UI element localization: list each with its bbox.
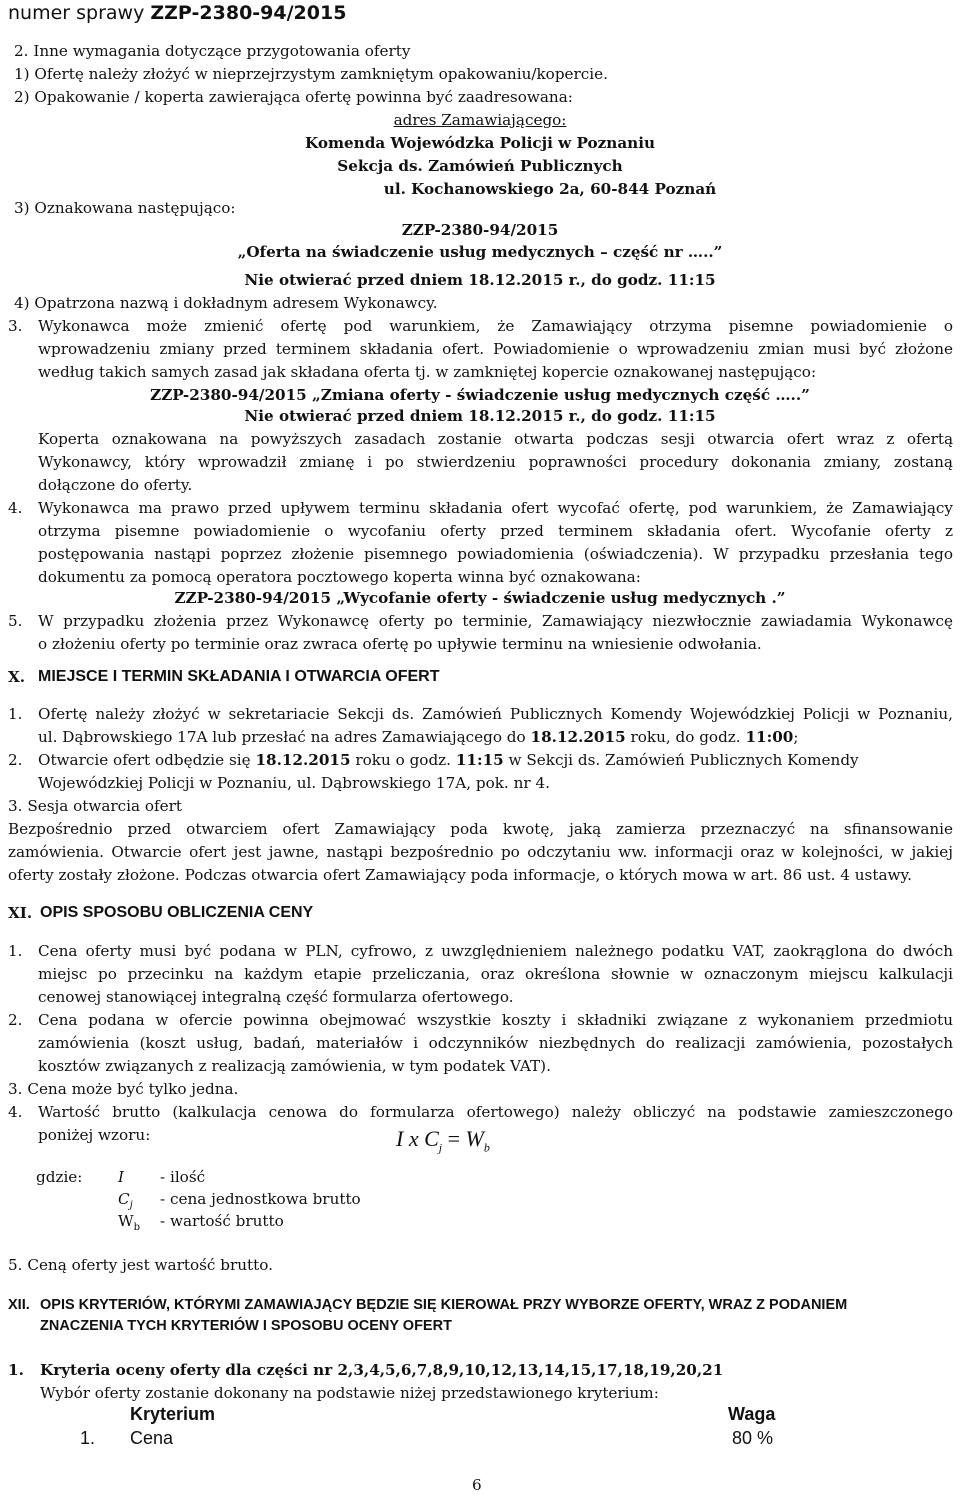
page-number: 6 [472, 1476, 482, 1494]
marking-title: ZZP-2380-94/2015 „Zmiana oferty - świadczenie usług medycznych część …..” [150, 386, 810, 404]
list-item: 3. Sesja otwarcia ofert [8, 797, 183, 815]
marking-deadline: Nie otwierać przed dniem 18.12.2015 r., do godz. 11:15 [244, 407, 716, 425]
paragraph-number: 3. [8, 317, 23, 335]
list-item: 4) Opatrzona nazwą i dokładnym adresem Wykonawcy. [14, 294, 438, 312]
paragraph-line: ul. Dąbrowskiego 17A lub przesłać na adres Zamawiającego do 18.12.2015 roku, do godz. 11:00; [38, 728, 799, 746]
paragraph-line: Wartość brutto (kalkulacja cenowa do formularza ofertowego) należy obliczyć na podstawie zamieszczonego [38, 1103, 953, 1121]
criteria-title: Kryteria oceny oferty dla części nr 2,3,4,5,6,7,8,9,10,12,13,14,15,17,18,19,20,21 [40, 1361, 724, 1379]
paragraph-line: wprowadzeniu zmiany przed terminem składania ofert. Powiadomienie o wprowadzeniu zmian musi być złożone [38, 340, 953, 358]
legend-label: gdzie: [36, 1168, 83, 1186]
section-heading: OPIS SPOSOBU OBLICZENIA CENY [40, 904, 314, 921]
section-heading: MIEJSCE I TERMIN SKŁADANIA I OTWARCIA OFERT [38, 668, 440, 685]
paragraph-line: według takich samych zasad jak składana oferta tj. w zamkniętej kopercie oznakowanej następująco: [38, 363, 817, 381]
paragraph-line: oferty zostały złożone. Podczas otwarcia ofert Zamawiający poda informacje, o których mowa w art. 86 ust. 4 ustawy. [8, 866, 912, 884]
list-item: 2) Opakowanie / koperta zawierająca ofertę powinna być zaadresowana: [14, 88, 573, 106]
marking-deadline: Nie otwierać przed dniem 18.12.2015 r., do godz. 11:15 [244, 271, 716, 289]
paragraph-line: o złożeniu oferty po terminie oraz zwraca ofertę po upływie terminu na wniesienie odwołania. [38, 635, 762, 653]
address-line: Sekcja ds. Zamówień Publicznych [337, 157, 623, 175]
list-item: 1) Ofertę należy złożyć w nieprzejrzystym zamkniętym opakowaniu/kopercie. [14, 65, 608, 83]
list-item: 5. Ceną oferty jest wartość brutto. [8, 1256, 273, 1274]
paragraph-line: zamówienia (koszt usług, badań, materiałów i odczynników niezbędnych do realizacji zamówienia, pozostałych [38, 1034, 953, 1052]
address-line: Komenda Wojewódzka Policji w Poznaniu [304, 134, 656, 152]
legend-desc: - ilość [160, 1168, 206, 1186]
table-row-weight: 80 % [732, 1428, 774, 1448]
paragraph-line: dokumentu za pomocą operatora pocztowego koperta winna być oznakowana: [38, 568, 641, 586]
table-row-number: 1. [80, 1428, 96, 1448]
paragraph-line: miejsc po przecinku na każdym etapie przeliczania, oraz określona słownie w oznaczonym miejscu kalkulacji [38, 965, 953, 983]
paragraph-number: 1. [8, 705, 23, 723]
legend-symbol: $C_j$ [118, 1190, 133, 1212]
paragraph-line: otrzyma pisemne powiadomienie o wycofaniu oferty przed terminem składania ofert. Wycofanie oferty z [38, 522, 953, 540]
paragraph-line: postępowania nastąpi poprzez złożenie pisemnego powiadomienia (oświadczenia). W przypadku przesłania tego [38, 545, 953, 563]
paragraph-line: Ofertę należy złożyć w sekretariacie Sekcji ds. Zamówień Publicznych Komendy Wojewódzkiej Policji w Poznaniu, [38, 705, 953, 723]
marking-title: ZZP-2380-94/2015 „Wycofanie oferty - świadczenie usług medycznych .” [174, 589, 786, 607]
paragraph-line: zamówienia. Otwarcie ofert jest jawne, nastąpi bezpośrednio po odczytaniu ww. informacji oraz w kolejności, w jakiej [8, 843, 953, 861]
address-line: ul. Kochanowskiego 2a, 60-844 Poznań [383, 180, 717, 198]
marking-title: „Oferta na świadczenie usług medycznych – część nr …..” [237, 243, 723, 261]
section-number: XI. [8, 904, 33, 922]
section-heading: OPIS KRYTERIÓW, KTÓRYMI ZAMAWIAJĄCY BĘDZIE SIĘ KIEROWAŁ PRZY WYBORZE OFERTY, WRAZ Z PODANIEM [40, 1297, 848, 1313]
paragraph-line: kosztów związanych z realizacją zamówienia, w tym podatek VAT). [38, 1057, 551, 1075]
section-heading: ZNACZENIA TYCH KRYTERIÓW I SPOSOBU OCENY OFERT [40, 1318, 452, 1334]
legend-desc: - wartość brutto [160, 1212, 284, 1230]
paragraph-number: 1. [8, 942, 23, 960]
paragraph-line: Wykonawcy, który wprowadził zmianę i po stwierdzeniu poprawności procedury dokonania zmiany, zostaną [38, 453, 953, 471]
paragraph-line: Koperta oznakowana na powyższych zasadach zostanie otwarta podczas sesji otwarcia ofert wraz z ofertą [38, 430, 953, 448]
paragraph-line: Cena oferty musi być podana w PLN, cyfrowo, z uwzględnieniem należnego podatku VAT, zaokrąglona do dwóch [38, 942, 953, 960]
table-header-weight: Waga [728, 1404, 776, 1424]
paragraph-line: W przypadku złożenia przez Wykonawcę oferty po terminie, Zamawiający niezwłocznie zawiadamia Wykonawcę [38, 612, 953, 630]
paragraph-line: Wykonawca ma prawo przed upływem terminu składania ofert wycofać ofertę, pod warunkiem, że Zamawiający [38, 499, 953, 517]
paragraph-line: Wykonawca może zmienić ofertę pod warunkiem, że Zamawiający otrzyma pisemne powiadomienie o [38, 317, 953, 335]
paragraph-number: 1. [8, 1361, 24, 1379]
case-number-header: numer sprawy ZZP-2380-94/2015 [8, 2, 347, 24]
list-item: 3) Oznakowana następująco: [14, 199, 236, 217]
paragraph-number: 2. [8, 751, 23, 769]
paragraph-line: Cena podana w ofercie powinna obejmować wszystkie koszty i składniki związane z wykonaniem przedmiotu [38, 1011, 953, 1029]
paragraph-line: cenowej stanowiącej integralną część formularza ofertowego. [38, 988, 514, 1006]
legend-desc: - cena jednostkowa brutto [160, 1190, 361, 1208]
paragraph-line: Wojewódzkiej Policji w Poznaniu, ul. Dąbrowskiego 17A, pok. nr 4. [38, 774, 550, 792]
paragraph-number: 4. [8, 499, 23, 517]
paragraph-number: 5. [8, 612, 23, 630]
list-item: 2. Inne wymagania dotyczące przygotowania oferty [14, 42, 411, 60]
marking-code: ZZP-2380-94/2015 [401, 221, 559, 239]
list-item: 3. Cena może być tylko jedna. [8, 1080, 239, 1098]
section-number: X. [8, 668, 26, 686]
price-formula: I x $C_j = W_b$ [396, 1126, 490, 1155]
table-header-criterion: Kryterium [130, 1404, 216, 1424]
paragraph-line: poniżej wzoru: [38, 1126, 151, 1144]
paragraph-number: 4. [8, 1103, 23, 1121]
table-row-criterion: Cena [130, 1428, 174, 1448]
paragraph-line: Bezpośrednio przed otwarciem ofert Zamawiający poda kwotę, jaką zamierza przeznaczyć na sfinansowanie [8, 820, 953, 838]
paragraph-line: dołączone do oferty. [38, 476, 193, 494]
legend-symbol: I [118, 1168, 124, 1186]
paragraph-line: Otwarcie ofert odbędzie się 18.12.2015 roku o godz. 11:15 w Sekcji ds. Zamówień Publicznych Komendy [38, 751, 859, 769]
paragraph-number: 2. [8, 1011, 23, 1029]
section-number: XII. [8, 1297, 30, 1313]
legend-symbol: $W_b$ [118, 1212, 141, 1234]
address-label: adres Zamawiającego: [393, 111, 567, 129]
paragraph-line: Wybór oferty zostanie dokonany na podstawie niżej przedstawionego kryterium: [40, 1384, 659, 1402]
